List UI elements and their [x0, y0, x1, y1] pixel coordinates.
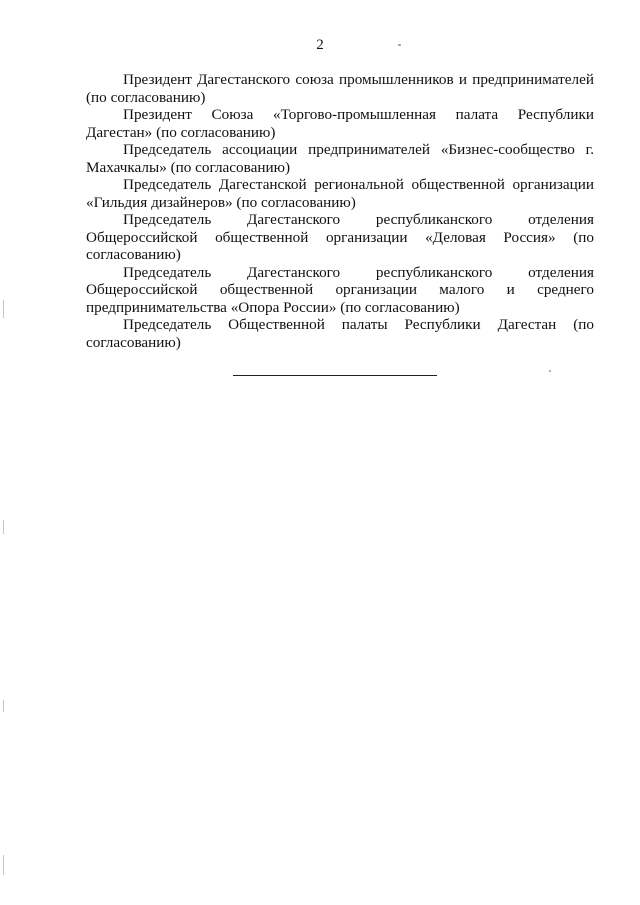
scan-edge-mark — [3, 855, 4, 875]
member-entry: Председатель ассоциации предпринимателей «Бизнес-сообщество г. Махачкалы» (по согласованию) — [86, 141, 594, 176]
member-entry: Президент Союза «Торгово-промышленная палата Республики Дагестан» (по согласованию) — [86, 106, 594, 141]
member-entry: Председатель Дагестанского республиканского отделения Общероссийской общественной организации «Деловая Россия» (по согласованию) — [86, 211, 594, 263]
member-entry: Председатель Общественной палаты Республики Дагестан (по согласованию) — [86, 316, 594, 351]
scan-speck — [398, 44, 401, 46]
scan-edge-mark — [3, 700, 4, 712]
member-entry: Председатель Дагестанского республиканского отделения Общероссийской общественной организации малого и среднего предпринимательства «Опора России» (по согласованию) — [86, 263, 594, 316]
scan-speck — [549, 370, 551, 372]
scan-edge-mark — [3, 520, 4, 534]
end-separator-line — [233, 375, 437, 376]
member-entry: Президент Дагестанского союза промышленников и предпринимателей (по согласованию) — [86, 71, 594, 106]
scan-edge-mark — [3, 300, 4, 318]
member-list — [86, 71, 594, 351]
member-entry: Председатель Дагестанской региональной общественной организации «Гильдия дизайнеров» (по согласованию) — [86, 176, 594, 211]
page-number: 2 — [316, 37, 324, 53]
